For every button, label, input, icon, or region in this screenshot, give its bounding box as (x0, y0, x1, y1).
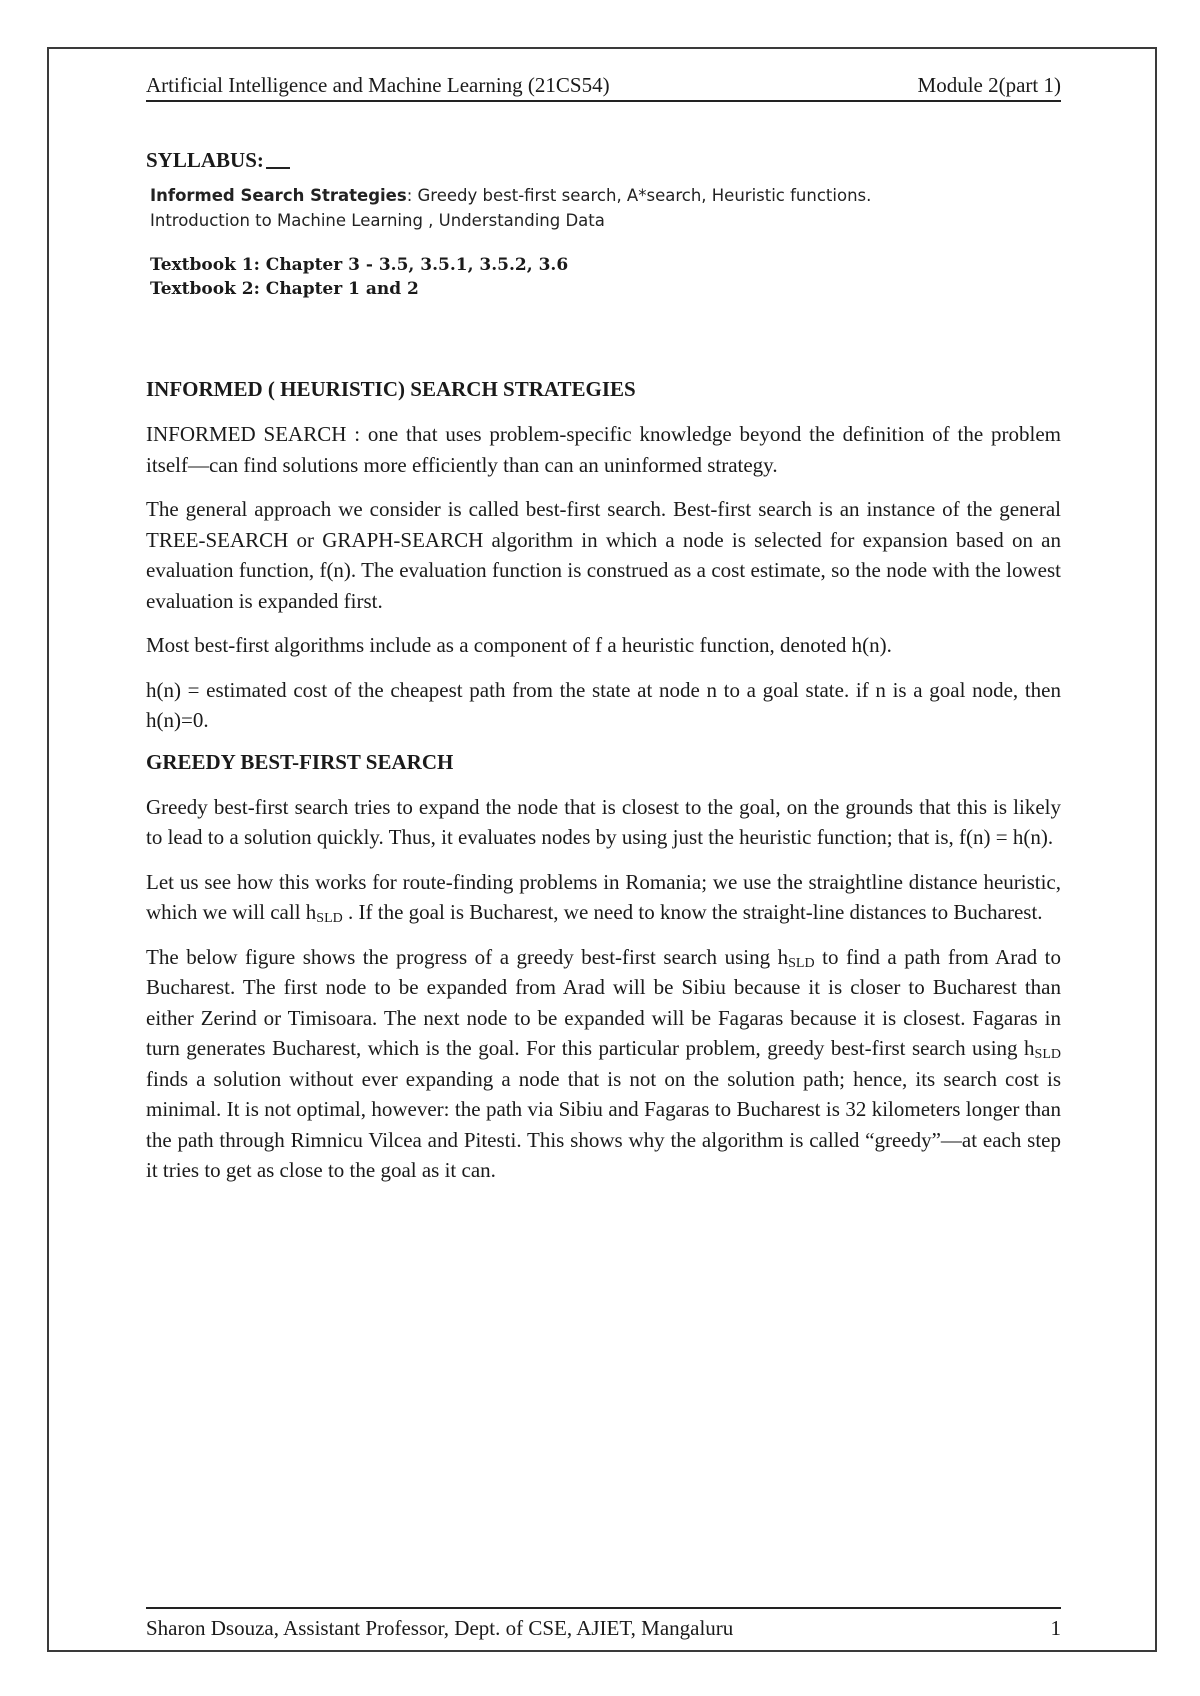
textbook-2: Textbook 2: Chapter 1 and 2 (150, 279, 419, 299)
syllabus-title-text: SYLLABUS: (146, 148, 264, 172)
syllabus-line-1-rest: : Greedy best-first search, A*search, Heuristic functions. (406, 186, 872, 205)
textbook-1: Textbook 1: Chapter 3 - 3.5, 3.5.1, 3.5.2, 3.6 (150, 255, 569, 275)
greedy-para-1: Greedy best-first search tries to expand the node that is closest to the goal, on the grounds that this is likely to lead to a solution quickly. Thus, it evaluates nodes by using just the heuristic function; that is, f(n) = h(n). (146, 794, 1061, 849)
footer-author: Sharon Dsouza, Assistant Professor, Dept. of CSE, AJIET, Mangaluru (146, 1616, 734, 1640)
page-header (146, 72, 1061, 102)
informed-para-3: Most best-first algorithms include as a component of f a heuristic function, denoted h(n). (146, 633, 892, 657)
greedy-para-3-b: to find a path from Arad to Bucharest. The first node to be expanded from Arad will be Sibiu because it is closer to Bucharest than either Zerind or Timisoara. The next node to be expanded will be Fagaras because it is closest. Fagaras in turn generates Bucharest, which is the goal. For this particular problem, greedy best-first search using h (146, 944, 1061, 1060)
syllabus-line-1 (150, 183, 1061, 208)
page-content (146, 145, 1061, 1186)
syllabus-title (146, 145, 290, 175)
sld-subscript: SLD (1034, 1047, 1061, 1062)
page-number: 1 (1050, 1616, 1061, 1640)
informed-para-4: h(n) = estimated cost of the cheapest path from the state at node n to a goal state. if n is a goal node, then h(n)=0. (146, 677, 1061, 732)
sld-subscript: SLD (788, 955, 815, 971)
greedy-para-2 (146, 867, 1061, 928)
header-module: Module 2(part 1) (917, 73, 1061, 97)
informed-para-1: INFORMED SEARCH : one that uses problem-specific knowledge beyond the definition of the problem itself—can find solutions more efficiently than can an uninformed strategy. (146, 422, 1061, 477)
greedy-para-3-a: The below figure shows the progress of a greedy best-first search using h (146, 944, 789, 969)
page-footer (146, 1607, 1061, 1640)
greedy-para-3-c: finds a solution without ever expanding a node that is not on the solution path; hence, its search cost is minimal. It is not optimal, however: the path via Sibiu and Fagaras to Bucharest is 32 kilometers longer than the path through Rimnicu Vilcea and Pitesti. This shows why the algorithm is called “greedy”—at each step it tries to get as close to the goal as it can. (146, 1066, 1061, 1182)
title-underline (266, 167, 290, 169)
syllabus-line-1-bold: Informed Search Strategies (150, 186, 407, 205)
greedy-search-heading: GREEDY BEST-FIRST SEARCH (146, 749, 454, 774)
header-course-title: Artificial Intelligence and Machine Learning (21CS54) (146, 73, 610, 97)
syllabus-line-2: Introduction to Machine Learning , Understanding Data (150, 211, 605, 230)
textbook-references (146, 253, 1061, 301)
informed-para-2: The general approach we consider is called best-first search. Best-first search is an instance of the general TREE-SEARCH or GRAPH-SEARCH algorithm in which a node is selected for expansion based on an evaluation function, f(n). The evaluation function is construed as a cost estimate, so the node with the lowest evaluation is expanded first. (146, 497, 1061, 613)
greedy-para-2-a: Let us see how this works for route-finding problems in Romania; we use the straightline distance heuristic, which we will call h (146, 869, 1061, 924)
syllabus-topics (146, 183, 1061, 233)
informed-search-heading: INFORMED ( HEURISTIC) SEARCH STRATEGIES (146, 377, 636, 401)
greedy-para-2-b: . If the goal is Bucharest, we need to know the straight-line distances to Bucharest. (342, 900, 1043, 924)
greedy-para-3 (146, 942, 1061, 1186)
sld-subscript: SLD (316, 911, 343, 926)
